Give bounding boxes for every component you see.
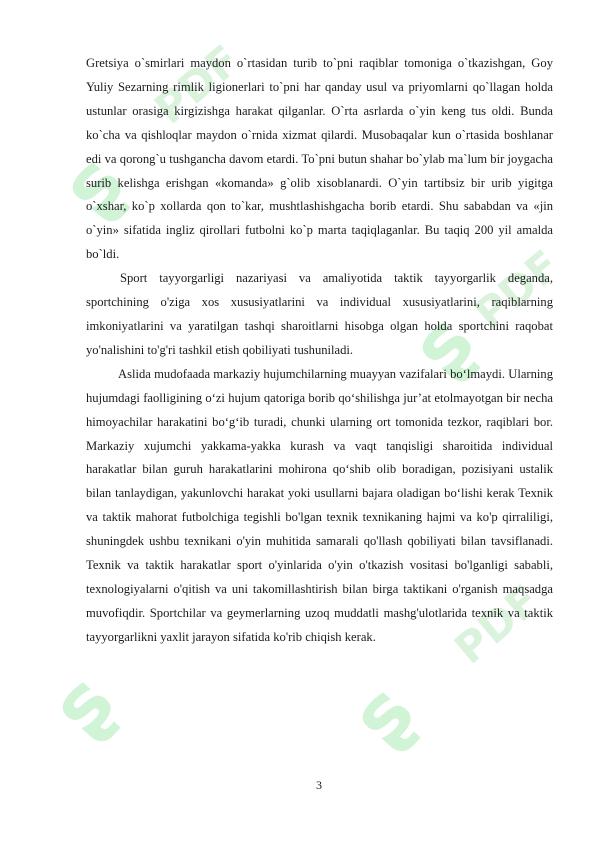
watermark-logo-icon: ʂ (44, 137, 143, 233)
watermark-logo-icon: ʂ (394, 297, 493, 393)
paragraph: Gretsiya o`smirlari maydon o`rtasidan turib to`pni raqiblar tomoniga o`tkazishgan, Goy Yuliy Sezarning rimlik ligionerlari to`pni har qanday usul va priyomlarni qo`llagan holda ustunlar orasiga kirgizishga harakat qilganlar. O`rta asrlarda o`yin keng tus oldi. Bunda ko`cha va qishloqlar maydon o`rnida xizmat qilardi. Musobaqalar kun o`rtasida boshlanar edi va qorong`u tushgancha davom etardi. To`pni butun shahar bo`ylab ma`lum bir joygacha surib kelishga erishgan «komanda» g`olib xisoblanardi. O`yin tartibsiz bir urib yigitga o`xshar, ko`p xollarda qon to`kar, mushtlashishgacha borib etardi. Shu sababdan va «jin o`yin» sifatida ingliz qirollari futbolni ko`p marta taqiqlaganlar. Bu taqiq 200 yil amalda bo`ldi. (86, 56, 553, 262)
body-text (86, 52, 553, 650)
watermark-text: PDF (465, 240, 570, 339)
paragraph: Aslida mudofaada markaziy hujumchilarning muayyan vazifalari bo‘lmaydi. Ularning hujumdagi faolligining o‘zi hujum qatoriga borib qo‘shilishga jur’at etolmayotgan bir necha himoyachilar harakatini bo‘g‘ib turadi, chunki ularning ort tomonida tezkor, raqiblari bor. Markaziy xujumchi yakkama-yakka kurash va vaqt tanqisligi sharoitida individual harakatlar bilan guruh harakatlarini mohirona qo‘shib olib boradigan, pozisiyani ustalik bilan tanlaydigan, yakunlovchi harakat yoki usullarni bajara oladigan bo‘lishi kerak Texnik va taktik mahorat futbolchiga tegishli bo'lgan texnik texnikaning hajmi va ko'p qirraliligi, shuningdek ushbu texnikani o'yin muhitida samarali qo'llash qobiliyati bilan tavsiflanadi. Texnik va taktik harakatlar sport o'yinlarida o'yin o'tkazish vositasi bo'lganligi sababli, texnologiyalarni o'qitish va uni takomillashtirish bilan birga taktikani o'rganish maqsadga muvofiqdir. Sportchilar va geymerlarning uzoq muddatli mashg'ulotlarida texnik va taktik tayyorgarlikni yaxlit jarayon sifatida ko'rib chiqish kerak. (86, 366, 553, 644)
paragraph: Sport tayyorgarligi nazariyasi va amaliyotida taktik tayyorgarlik deganda, sportchining o'ziga xos xususiyatlarini va individual xususiyatlarini, raqiblarning imkoniyatlarini va yaratilgan tashqi sharoitlarni hisobga olgan holda sportchini raqobat yo'nalishini to'g'ri tashkil etish qobiliyati tushuniladi. (86, 271, 553, 357)
page-number: 3 (316, 778, 322, 792)
watermark-text: PDF (145, 35, 250, 134)
watermark-text: PDF (445, 575, 550, 674)
watermark-logo-icon: ʂ (334, 667, 433, 763)
watermark-logo-icon: ʂ (34, 657, 133, 753)
